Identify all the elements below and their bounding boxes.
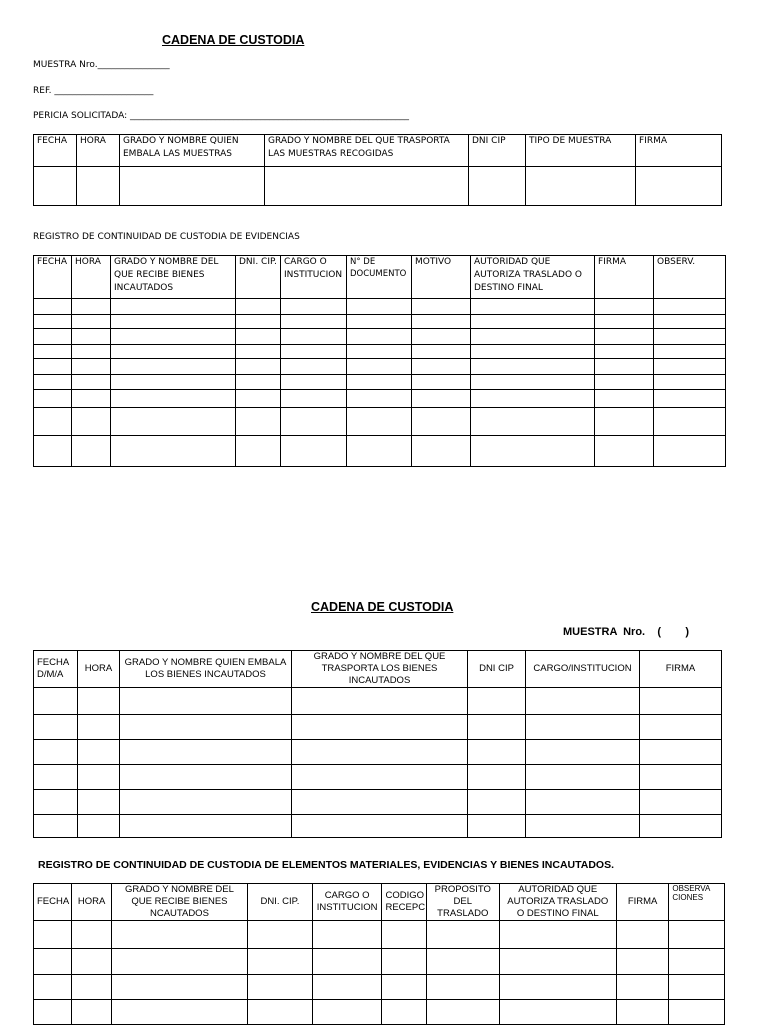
input-cell[interactable] bbox=[248, 1000, 313, 1025]
input-cell[interactable] bbox=[292, 765, 468, 790]
input-cell[interactable] bbox=[412, 375, 471, 390]
input-cell[interactable] bbox=[281, 375, 347, 390]
input-cell[interactable] bbox=[292, 815, 468, 838]
input-cell[interactable] bbox=[382, 921, 426, 949]
input-cell[interactable] bbox=[236, 436, 281, 467]
input-cell[interactable] bbox=[654, 408, 726, 436]
input-cell[interactable] bbox=[347, 299, 412, 315]
input-cell[interactable] bbox=[412, 315, 471, 329]
input-cell[interactable] bbox=[34, 408, 72, 436]
input-cell[interactable] bbox=[72, 975, 111, 1000]
table-row bbox=[34, 790, 722, 815]
input-cell[interactable] bbox=[72, 390, 111, 408]
input-cell[interactable] bbox=[34, 375, 72, 390]
input-cell[interactable] bbox=[236, 390, 281, 408]
input-cell[interactable] bbox=[640, 815, 722, 838]
input-cell[interactable] bbox=[468, 715, 526, 740]
input-cell[interactable] bbox=[412, 408, 471, 436]
header-cell: HORA bbox=[78, 651, 120, 688]
input-cell[interactable] bbox=[595, 315, 654, 329]
input-cell[interactable] bbox=[471, 329, 595, 345]
input-cell[interactable] bbox=[426, 975, 499, 1000]
input-cell[interactable] bbox=[412, 436, 471, 467]
input-cell[interactable] bbox=[34, 765, 78, 790]
header-cell: CARGO O INSTITUCION bbox=[312, 884, 382, 921]
input-cell[interactable] bbox=[34, 975, 72, 1000]
input-cell[interactable] bbox=[120, 815, 292, 838]
input-cell[interactable] bbox=[595, 390, 654, 408]
input-cell[interactable] bbox=[654, 375, 726, 390]
input-cell[interactable] bbox=[468, 815, 526, 838]
table-row bbox=[34, 975, 725, 1000]
table-row bbox=[34, 949, 725, 975]
table-row bbox=[34, 740, 722, 765]
muestras-table bbox=[33, 134, 722, 206]
input-cell[interactable] bbox=[111, 921, 247, 949]
header-cell: OBSERV. bbox=[654, 256, 726, 299]
input-cell[interactable] bbox=[292, 740, 468, 765]
table-row bbox=[34, 436, 726, 467]
input-cell[interactable] bbox=[292, 790, 468, 815]
input-cell[interactable] bbox=[526, 765, 640, 790]
input-cell[interactable] bbox=[111, 359, 236, 375]
header-cell: DNI CIP bbox=[469, 135, 526, 167]
header-cell: GRADO Y NOMBRE DEL QUE TRASPORTA LOS BIENES INCAUTADOS bbox=[292, 651, 468, 688]
input-cell[interactable] bbox=[595, 299, 654, 315]
input-cell[interactable] bbox=[616, 949, 669, 975]
input-cell[interactable] bbox=[34, 740, 78, 765]
input-cell[interactable] bbox=[669, 1000, 725, 1025]
input-cell[interactable] bbox=[111, 390, 236, 408]
input-cell[interactable] bbox=[111, 315, 236, 329]
input-cell[interactable] bbox=[34, 359, 72, 375]
input-cell[interactable] bbox=[111, 408, 236, 436]
header-cell: HORA bbox=[72, 256, 111, 299]
input-cell[interactable] bbox=[636, 167, 722, 206]
input-cell[interactable] bbox=[111, 299, 236, 315]
header-cell: DNI CIP bbox=[468, 651, 526, 688]
header-cell: HORA bbox=[72, 884, 111, 921]
input-cell[interactable] bbox=[34, 949, 72, 975]
input-cell[interactable] bbox=[499, 921, 616, 949]
input-cell[interactable] bbox=[347, 345, 412, 359]
muestra-nro-field[interactable]: MUESTRA Nro. ( ) bbox=[563, 626, 690, 638]
table-row bbox=[34, 1000, 725, 1025]
input-cell[interactable] bbox=[78, 815, 120, 838]
header-cell: OBSERVA CIONES bbox=[669, 884, 725, 921]
input-cell[interactable] bbox=[77, 167, 120, 206]
input-cell[interactable] bbox=[616, 921, 669, 949]
input-cell[interactable] bbox=[248, 921, 313, 949]
input-cell[interactable] bbox=[281, 315, 347, 329]
input-cell[interactable] bbox=[595, 436, 654, 467]
header-cell: FIRMA bbox=[616, 884, 669, 921]
input-cell[interactable] bbox=[72, 345, 111, 359]
input-cell[interactable] bbox=[526, 790, 640, 815]
input-cell[interactable] bbox=[34, 815, 78, 838]
input-cell[interactable] bbox=[72, 329, 111, 345]
input-cell[interactable] bbox=[526, 688, 640, 715]
muestra-field[interactable]: MUESTRA Nro.________________ bbox=[33, 60, 170, 70]
input-cell[interactable] bbox=[412, 359, 471, 375]
table-row bbox=[34, 921, 725, 949]
registro-table-2 bbox=[33, 883, 725, 1025]
input-cell[interactable] bbox=[595, 329, 654, 345]
header-cell: HORA bbox=[77, 135, 120, 167]
ref-field[interactable]: REF. ______________________ bbox=[33, 86, 154, 96]
header-cell: FIRMA bbox=[640, 651, 722, 688]
input-cell[interactable] bbox=[236, 329, 281, 345]
input-cell[interactable] bbox=[236, 375, 281, 390]
input-cell[interactable] bbox=[111, 345, 236, 359]
input-cell[interactable] bbox=[34, 390, 72, 408]
input-cell[interactable] bbox=[471, 315, 595, 329]
input-cell[interactable] bbox=[347, 436, 412, 467]
input-cell[interactable] bbox=[347, 408, 412, 436]
input-cell[interactable] bbox=[34, 790, 78, 815]
input-cell[interactable] bbox=[281, 408, 347, 436]
input-cell[interactable] bbox=[72, 359, 111, 375]
input-cell[interactable] bbox=[382, 1000, 426, 1025]
input-cell[interactable] bbox=[471, 408, 595, 436]
input-cell[interactable] bbox=[471, 375, 595, 390]
table-row bbox=[34, 315, 726, 329]
table-header-row bbox=[34, 256, 726, 299]
input-cell[interactable] bbox=[526, 715, 640, 740]
input-cell[interactable] bbox=[120, 740, 292, 765]
input-cell[interactable] bbox=[654, 359, 726, 375]
input-cell[interactable] bbox=[34, 436, 72, 467]
header-cell: GRADO Y NOMBRE QUIEN EMBALA LAS MUESTRAS bbox=[120, 135, 265, 167]
input-cell[interactable] bbox=[120, 688, 292, 715]
input-cell[interactable] bbox=[34, 921, 72, 949]
input-cell[interactable] bbox=[499, 975, 616, 1000]
input-cell[interactable] bbox=[595, 345, 654, 359]
input-cell[interactable] bbox=[412, 329, 471, 345]
input-cell[interactable] bbox=[281, 345, 347, 359]
bienes-table bbox=[33, 650, 722, 838]
header-cell: GRADO Y NOMBRE DEL QUE RECIBE BIENES INCAUTADOS bbox=[111, 256, 236, 299]
table-row bbox=[34, 765, 722, 790]
header-cell: FIRMA bbox=[636, 135, 722, 167]
input-cell[interactable] bbox=[34, 1000, 72, 1025]
table-row bbox=[34, 345, 726, 359]
input-cell[interactable] bbox=[281, 329, 347, 345]
input-cell[interactable] bbox=[248, 975, 313, 1000]
input-cell[interactable] bbox=[111, 329, 236, 345]
input-cell[interactable] bbox=[72, 1000, 111, 1025]
input-cell[interactable] bbox=[281, 359, 347, 375]
header-cell: FIRMA bbox=[595, 256, 654, 299]
header-cell: DNI. CIP. bbox=[236, 256, 281, 299]
input-cell[interactable] bbox=[111, 949, 247, 975]
input-cell[interactable] bbox=[347, 390, 412, 408]
input-cell[interactable] bbox=[312, 975, 382, 1000]
input-cell[interactable] bbox=[72, 949, 111, 975]
header-cell: CARGO/INSTITUCION bbox=[526, 651, 640, 688]
input-cell[interactable] bbox=[382, 949, 426, 975]
input-cell[interactable] bbox=[471, 299, 595, 315]
input-cell[interactable] bbox=[34, 688, 78, 715]
input-cell[interactable] bbox=[312, 921, 382, 949]
header-cell: GRADO Y NOMBRE DEL QUE TRASPORTA LAS MUESTRAS RECOGIDAS bbox=[265, 135, 469, 167]
header-cell: CODIGO RECEPC bbox=[382, 884, 426, 921]
input-cell[interactable] bbox=[347, 359, 412, 375]
header-cell: MOTIVO bbox=[412, 256, 471, 299]
input-cell[interactable] bbox=[34, 345, 72, 359]
input-cell[interactable] bbox=[34, 329, 72, 345]
input-cell[interactable] bbox=[120, 765, 292, 790]
input-cell[interactable] bbox=[72, 315, 111, 329]
input-cell[interactable] bbox=[72, 375, 111, 390]
input-cell[interactable] bbox=[111, 375, 236, 390]
input-cell[interactable] bbox=[72, 408, 111, 436]
input-cell[interactable] bbox=[499, 949, 616, 975]
input-cell[interactable] bbox=[426, 949, 499, 975]
input-cell[interactable] bbox=[120, 167, 265, 206]
input-cell[interactable] bbox=[111, 1000, 247, 1025]
table-row bbox=[34, 815, 722, 838]
table-row bbox=[34, 715, 722, 740]
input-cell[interactable] bbox=[468, 790, 526, 815]
input-cell[interactable] bbox=[292, 688, 468, 715]
input-cell[interactable] bbox=[111, 975, 247, 1000]
input-cell[interactable] bbox=[72, 436, 111, 467]
registro-table bbox=[33, 255, 726, 467]
input-cell[interactable] bbox=[468, 688, 526, 715]
input-cell[interactable] bbox=[347, 375, 412, 390]
input-cell[interactable] bbox=[669, 949, 725, 975]
input-cell[interactable] bbox=[471, 390, 595, 408]
input-cell[interactable] bbox=[78, 715, 120, 740]
table-row bbox=[34, 390, 726, 408]
header-cell: PROPOSITO DEL TRASLADO bbox=[426, 884, 499, 921]
header-cell: CARGO O INSTITUCION bbox=[281, 256, 347, 299]
input-cell[interactable] bbox=[111, 436, 236, 467]
input-cell[interactable] bbox=[120, 790, 292, 815]
input-cell[interactable] bbox=[654, 436, 726, 467]
input-cell[interactable] bbox=[471, 359, 595, 375]
input-cell[interactable] bbox=[78, 765, 120, 790]
table-header-row bbox=[34, 884, 725, 921]
input-cell[interactable] bbox=[526, 740, 640, 765]
table-row bbox=[34, 359, 726, 375]
page-title: CADENA DE CUSTODIA bbox=[162, 33, 305, 47]
input-cell[interactable] bbox=[669, 921, 725, 949]
input-cell[interactable] bbox=[236, 345, 281, 359]
input-cell[interactable] bbox=[382, 975, 426, 1000]
input-cell[interactable] bbox=[248, 949, 313, 975]
input-cell[interactable] bbox=[640, 765, 722, 790]
header-cell: AUTORIDAD QUE AUTORIZA TRASLADO O DESTINO FINAL bbox=[471, 256, 595, 299]
input-cell[interactable] bbox=[412, 390, 471, 408]
input-cell[interactable] bbox=[654, 299, 726, 315]
header-cell: TIPO DE MUESTRA bbox=[526, 135, 636, 167]
input-cell[interactable] bbox=[34, 715, 78, 740]
input-cell[interactable] bbox=[78, 688, 120, 715]
input-cell[interactable] bbox=[426, 921, 499, 949]
input-cell[interactable] bbox=[236, 315, 281, 329]
input-cell[interactable] bbox=[468, 765, 526, 790]
input-cell[interactable] bbox=[471, 436, 595, 467]
table-row bbox=[34, 408, 726, 436]
input-cell[interactable] bbox=[78, 790, 120, 815]
input-cell[interactable] bbox=[654, 390, 726, 408]
table-row bbox=[34, 299, 726, 315]
header-cell: N° DE DOCUMENTO bbox=[347, 256, 412, 299]
header-cell: DNI. CIP. bbox=[248, 884, 313, 921]
header-cell: GRADO Y NOMBRE DEL QUE RECIBE BIENES NCAUTADOS bbox=[111, 884, 247, 921]
input-cell[interactable] bbox=[616, 1000, 669, 1025]
input-cell[interactable] bbox=[469, 167, 526, 206]
input-cell[interactable] bbox=[616, 975, 669, 1000]
input-cell[interactable] bbox=[526, 815, 640, 838]
input-cell[interactable] bbox=[292, 715, 468, 740]
input-cell[interactable] bbox=[468, 740, 526, 765]
page-title-2: CADENA DE CUSTODIA bbox=[311, 600, 454, 614]
header-cell: GRADO Y NOMBRE QUIEN EMBALA LOS BIENES INCAUTADOS bbox=[120, 651, 292, 688]
header-cell: FECHA bbox=[34, 135, 77, 167]
header-cell: FECHA bbox=[34, 256, 72, 299]
table-row bbox=[34, 375, 726, 390]
input-cell[interactable] bbox=[312, 1000, 382, 1025]
header-cell: AUTORIDAD QUE AUTORIZA TRASLADO O DESTINO FINAL bbox=[499, 884, 616, 921]
input-cell[interactable] bbox=[34, 167, 77, 206]
header-cell: FECHA D/M/A bbox=[34, 651, 78, 688]
input-cell[interactable] bbox=[236, 359, 281, 375]
input-cell[interactable] bbox=[78, 740, 120, 765]
input-cell[interactable] bbox=[654, 329, 726, 345]
table-header-row bbox=[34, 651, 722, 688]
header-cell: FECHA bbox=[34, 884, 72, 921]
input-cell[interactable] bbox=[412, 299, 471, 315]
table-row bbox=[34, 688, 722, 715]
input-cell[interactable] bbox=[471, 345, 595, 359]
input-cell[interactable] bbox=[34, 299, 72, 315]
input-cell[interactable] bbox=[640, 790, 722, 815]
input-cell[interactable] bbox=[281, 299, 347, 315]
input-cell[interactable] bbox=[236, 408, 281, 436]
input-cell[interactable] bbox=[654, 345, 726, 359]
input-cell[interactable] bbox=[669, 975, 725, 1000]
input-cell[interactable] bbox=[499, 1000, 616, 1025]
input-cell[interactable] bbox=[426, 1000, 499, 1025]
input-cell[interactable] bbox=[595, 408, 654, 436]
input-cell[interactable] bbox=[526, 167, 636, 206]
table-header-row bbox=[34, 135, 722, 167]
input-cell[interactable] bbox=[595, 359, 654, 375]
input-cell[interactable] bbox=[347, 315, 412, 329]
input-cell[interactable] bbox=[412, 345, 471, 359]
table-row bbox=[34, 329, 726, 345]
input-cell[interactable] bbox=[72, 299, 111, 315]
input-cell[interactable] bbox=[72, 921, 111, 949]
registro-title-2: REGISTRO DE CONTINUIDAD DE CUSTODIA DE ELEMENTOS MATERIALES, EVIDENCIAS Y BIENES INCAUTADOS. bbox=[38, 859, 615, 871]
input-cell[interactable] bbox=[640, 715, 722, 740]
input-cell[interactable] bbox=[265, 167, 469, 206]
input-cell[interactable] bbox=[34, 315, 72, 329]
input-cell[interactable] bbox=[281, 436, 347, 467]
input-cell[interactable] bbox=[654, 315, 726, 329]
input-cell[interactable] bbox=[640, 740, 722, 765]
input-cell[interactable] bbox=[312, 949, 382, 975]
input-cell[interactable] bbox=[281, 390, 347, 408]
input-cell[interactable] bbox=[347, 329, 412, 345]
input-cell[interactable] bbox=[595, 375, 654, 390]
pericia-field[interactable]: PERICIA SOLICITADA: ______________________________________________________________ bbox=[33, 111, 410, 121]
input-cell[interactable] bbox=[640, 688, 722, 715]
registro-title: REGISTRO DE CONTINUIDAD DE CUSTODIA DE EVIDENCIAS bbox=[33, 232, 300, 242]
input-cell[interactable] bbox=[236, 299, 281, 315]
input-cell[interactable] bbox=[120, 715, 292, 740]
table-row bbox=[34, 167, 722, 206]
